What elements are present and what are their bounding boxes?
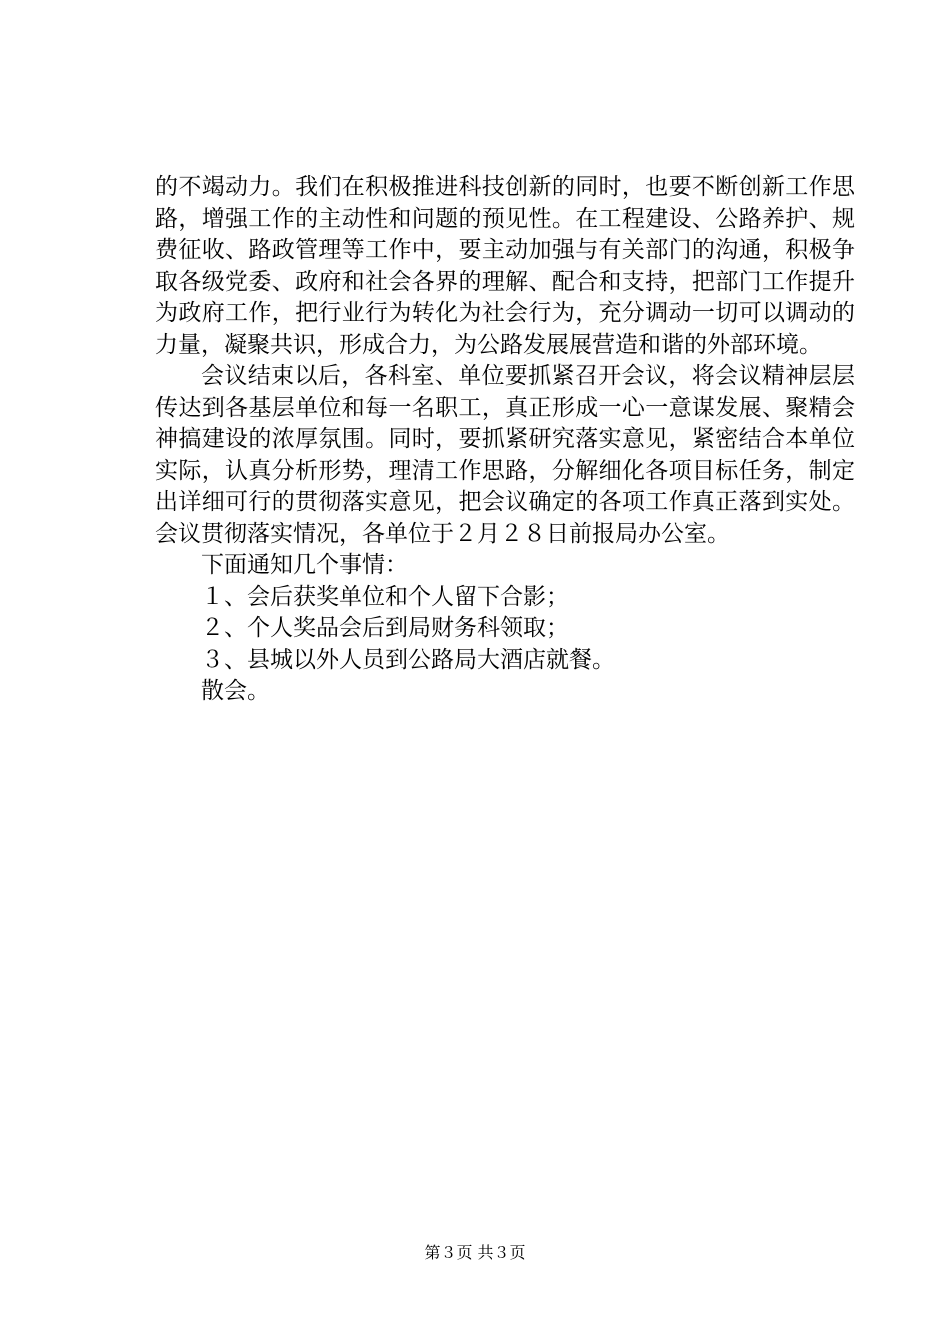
page-number: 第３页 共３页	[424, 1243, 526, 1262]
paragraph-meeting-followup: 会议结束以后，各科室、单位要抓紧召开会议，将会议精神层层传达到各基层单位和每一名职工，真正形成一心一意谋发展、聚精会神搞建设的浓厚氛围。同时，要抓紧研究落实意见，紧密结合本单位实际，认真分析形势，理清工作思路，分解细化各项目标任务，制定出详细可行的贯彻落实意见，把会议确定的各项工作真正落到实处。会议贯彻落实情况，各单位于２月２８日前报局办公室。	[155, 363, 855, 547]
closing-line: 散会。	[201, 678, 270, 704]
paragraph-continuation: 的不竭动力。我们在积极推进科技创新的同时，也要不断创新工作思路，增强工作的主动性和问题的预见性。在工程建设、公路养护、规费征收、路政管理等工作中，要主动加强与有关部门的沟通，积极争取各级党委、政府和社会各界的理解、配合和支持，把部门工作提升为政府工作，把行业行为转化为社会行为，充分调动一切可以调动的力量，凝聚共识，形成合力，为公路发展展营造和谐的外部环境。	[155, 174, 855, 358]
notice-item-3: ３、县城以外人员到公路局大酒店就餐。	[201, 646, 615, 673]
paragraph-notice-intro: 下面通知几个事情：	[201, 552, 408, 578]
page-footer	[0, 1243, 950, 1263]
notice-item-2: ２、个人奖品会后到局财务科领取；	[201, 615, 569, 641]
document-body	[155, 172, 855, 708]
notice-item-1: １、会后获奖单位和个人留下合影；	[201, 583, 569, 610]
